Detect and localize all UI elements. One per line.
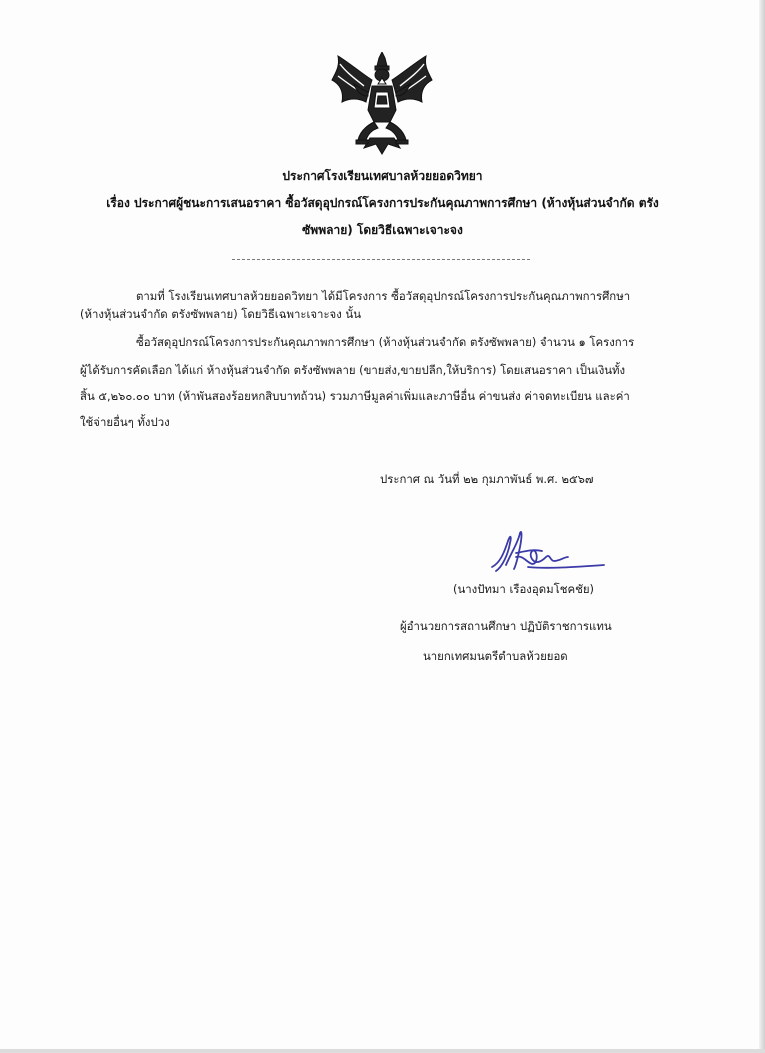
paragraph-2-line-1: ซื้อวัสดุอุปกรณ์โครงการประกันคุณภาพการศึกษา (ห้างหุ้นส่วนจำกัด ตรังซัพพลาย) จำนวน ๑ โครงการ [136,335,635,349]
garuda-emblem-icon [330,52,434,156]
subject-line-1: เรื่อง ประกาศผู้ชนะการเสนอราคา ซื้อวัสดุอุปกรณ์โครงการประกันคุณภาพการศึกษา (ห้างหุ้นส่วนจำกัด ตรัง [106,196,659,210]
signatory-name: (นางปัทมา เรืองอุดมโชคชัย) [453,582,594,596]
paragraph-1-line-1: ตามที่ โรงเรียนเทศบาลห้วยยอดวิทยา ได้มีโครงการ ซื้อวัสดุอุปกรณ์โครงการประกันคุณภาพการศึกษา [136,289,631,303]
signature-icon [486,527,608,577]
paragraph-2-line-2: ผู้ได้รับการคัดเลือก ได้แก่ ห้างหุ้นส่วนจำกัด ตรังซัพพลาย (ขายส่ง,ขายปลีก,ให้บริการ) โดยเสนอราคา เป็นเงินทั้ง [80,363,626,377]
divider [232,259,530,260]
page-edge [759,0,765,1053]
signatory-position-1: ผู้อำนวยการสถานศึกษา ปฏิบัติราชการแทน [400,619,612,633]
paragraph-1-line-2: (ห้างหุ้นส่วนจำกัด ตรังซัพพลาย) โดยวิธีเฉพาะเจาะจง นั้น [80,307,361,321]
subject-line-2: ซัพพลาย) โดยวิธีเฉพาะเจาะจง [302,223,463,237]
page-edge-bottom [0,1049,765,1053]
paragraph-2-line-3: สิ้น ๕,๒๖๐.๐๐ บาท (ห้าพันสองร้อยหกสิบบาทถ้วน) รวมภาษีมูลค่าเพิ่มและภาษีอื่น ค่าขนส่ง ค่าจดทะเบียน และค่า [80,389,630,403]
signatory-position-2: นายกเทศมนตรีตำบลห้วยยอด [423,649,568,663]
paragraph-2-line-4: ใช้จ่ายอื่นๆ ทั้งปวง [80,415,170,429]
announcement-date: ประกาศ ณ วันที่ ๒๒ กุมภาพันธ์ พ.ศ. ๒๕๖๗ [380,472,594,486]
document-title: ประกาศโรงเรียนเทศบาลห้วยยอดวิทยา [282,169,483,183]
